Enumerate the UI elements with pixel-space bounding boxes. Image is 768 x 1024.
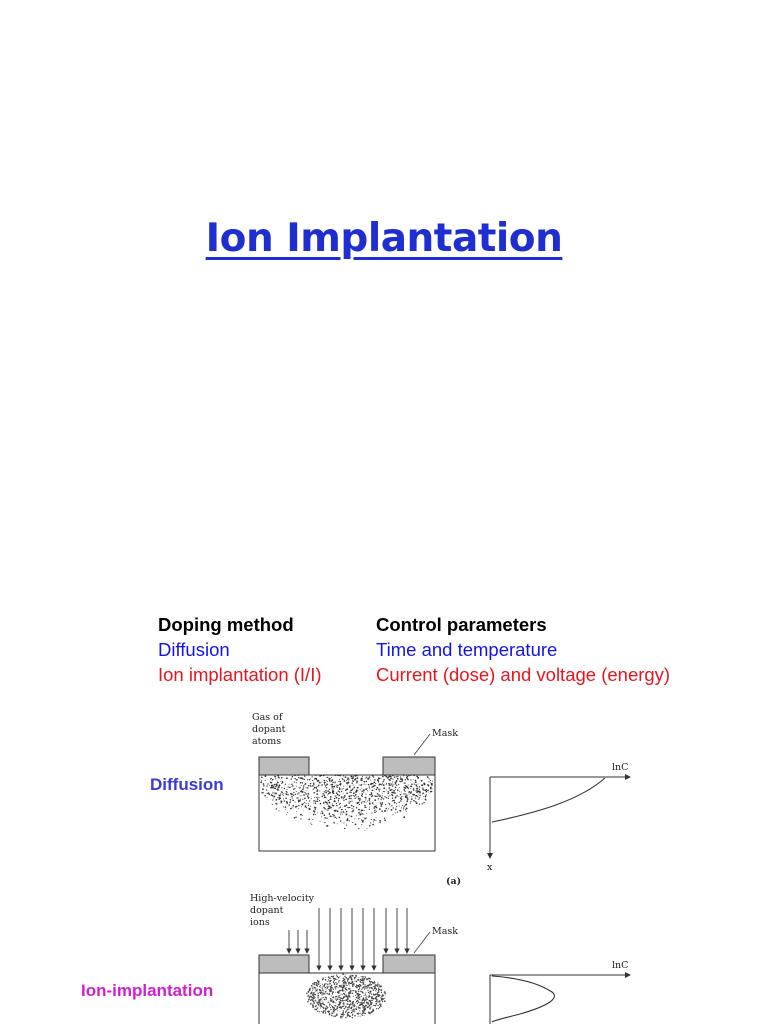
header-doping-method: Doping method — [158, 614, 294, 635]
lnc-axis-label: lnC — [612, 960, 629, 971]
table-row-ion-implantation — [158, 662, 670, 687]
table-row-diffusion — [158, 637, 670, 662]
diffusion-profile-curve — [492, 778, 605, 822]
row-method: Diffusion — [158, 639, 230, 660]
implant-profile-curve — [492, 976, 554, 1022]
figure-caption: (a) — [446, 876, 462, 887]
doping-figure — [0, 700, 768, 1024]
implant-diagram — [250, 893, 630, 1024]
ions-label-line2: dopant — [250, 905, 284, 916]
mask-right — [383, 757, 435, 775]
mask-leader — [414, 734, 430, 755]
row-params: Time and temperature — [376, 639, 558, 660]
mask-label: Mask — [432, 926, 459, 937]
lnc-axis-label: lnC — [612, 762, 629, 773]
page-title: Ion Implantation — [205, 216, 563, 261]
x-axis-label: x — [487, 862, 493, 873]
row-method: Ion implantation (I/I) — [158, 664, 322, 685]
mask-left — [259, 757, 309, 775]
mask-label: Mask — [432, 728, 459, 739]
substrate — [259, 775, 435, 851]
gas-label-line2: dopant — [252, 724, 286, 735]
row-params: Current (dose) and voltage (energy) — [376, 664, 671, 685]
gas-label-line1: Gas of — [252, 712, 283, 723]
header-control-parameters: Control parameters — [376, 614, 547, 635]
diffusion-label: Diffusion — [150, 775, 224, 794]
doping-table — [158, 612, 670, 687]
ion-implantation-label: Ion-implantation — [81, 981, 214, 1000]
mask-left — [259, 955, 309, 973]
mask-leader — [414, 932, 430, 953]
ions-label-line1: High-velocity — [250, 893, 315, 904]
table-header — [158, 612, 670, 637]
gas-label-line3: atoms — [252, 736, 282, 747]
diffusion-diagram — [252, 712, 630, 887]
mask-right — [383, 955, 435, 973]
ions-label-line3: ions — [250, 917, 270, 928]
